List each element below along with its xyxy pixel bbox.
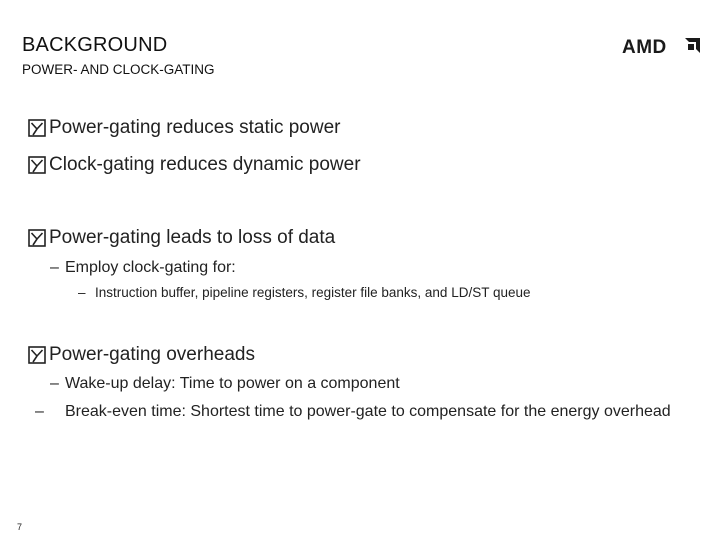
bullet-clock-gating-dynamic	[28, 154, 361, 176]
dash: –	[50, 375, 59, 392]
dash: –	[78, 285, 86, 300]
bullet-text: Power-gating reduces static power	[49, 117, 341, 138]
sub-bullet-break-even-time	[35, 399, 715, 425]
sub-bullet-wake-up-delay	[50, 375, 400, 393]
slide-subtitle: POWER- AND CLOCK-GATING	[22, 62, 215, 77]
page-number: 7	[17, 522, 23, 532]
dash: –	[50, 259, 59, 276]
slide-title: BACKGROUND	[22, 34, 168, 56]
bullet-text: Clock-gating reduces dynamic power	[49, 154, 361, 175]
bullet-power-gating-static	[28, 117, 340, 139]
sub-sub-bullet-components	[78, 285, 531, 300]
sub-bullet-text: Wake-up delay: Time to power on a component	[65, 375, 400, 392]
sub-bullet-text: Employ clock-gating for:	[65, 259, 236, 276]
dash: –	[35, 403, 44, 420]
checkbox-y-icon	[28, 346, 46, 364]
amd-logo-text: AMD	[622, 37, 667, 56]
amd-logo	[622, 36, 702, 56]
sub-bullet-employ-clock-gating	[50, 259, 236, 277]
checkbox-y-icon	[28, 119, 46, 137]
bullet-text: Power-gating overheads	[49, 344, 255, 365]
bullet-power-gating-overheads	[28, 344, 255, 366]
sub-sub-bullet-text: Instruction buffer, pipeline registers, register file banks, and LD/ST queue	[95, 285, 531, 300]
bullet-text: Power-gating leads to loss of data	[49, 227, 336, 248]
checkbox-y-icon	[28, 156, 46, 174]
bullet-loss-of-data	[28, 227, 335, 249]
checkbox-y-icon	[28, 229, 46, 247]
amd-arrow-icon	[685, 38, 700, 53]
sub-bullet-text: Break-even time: Shortest time to power-gate to compensate for the energy overhead	[65, 403, 671, 420]
